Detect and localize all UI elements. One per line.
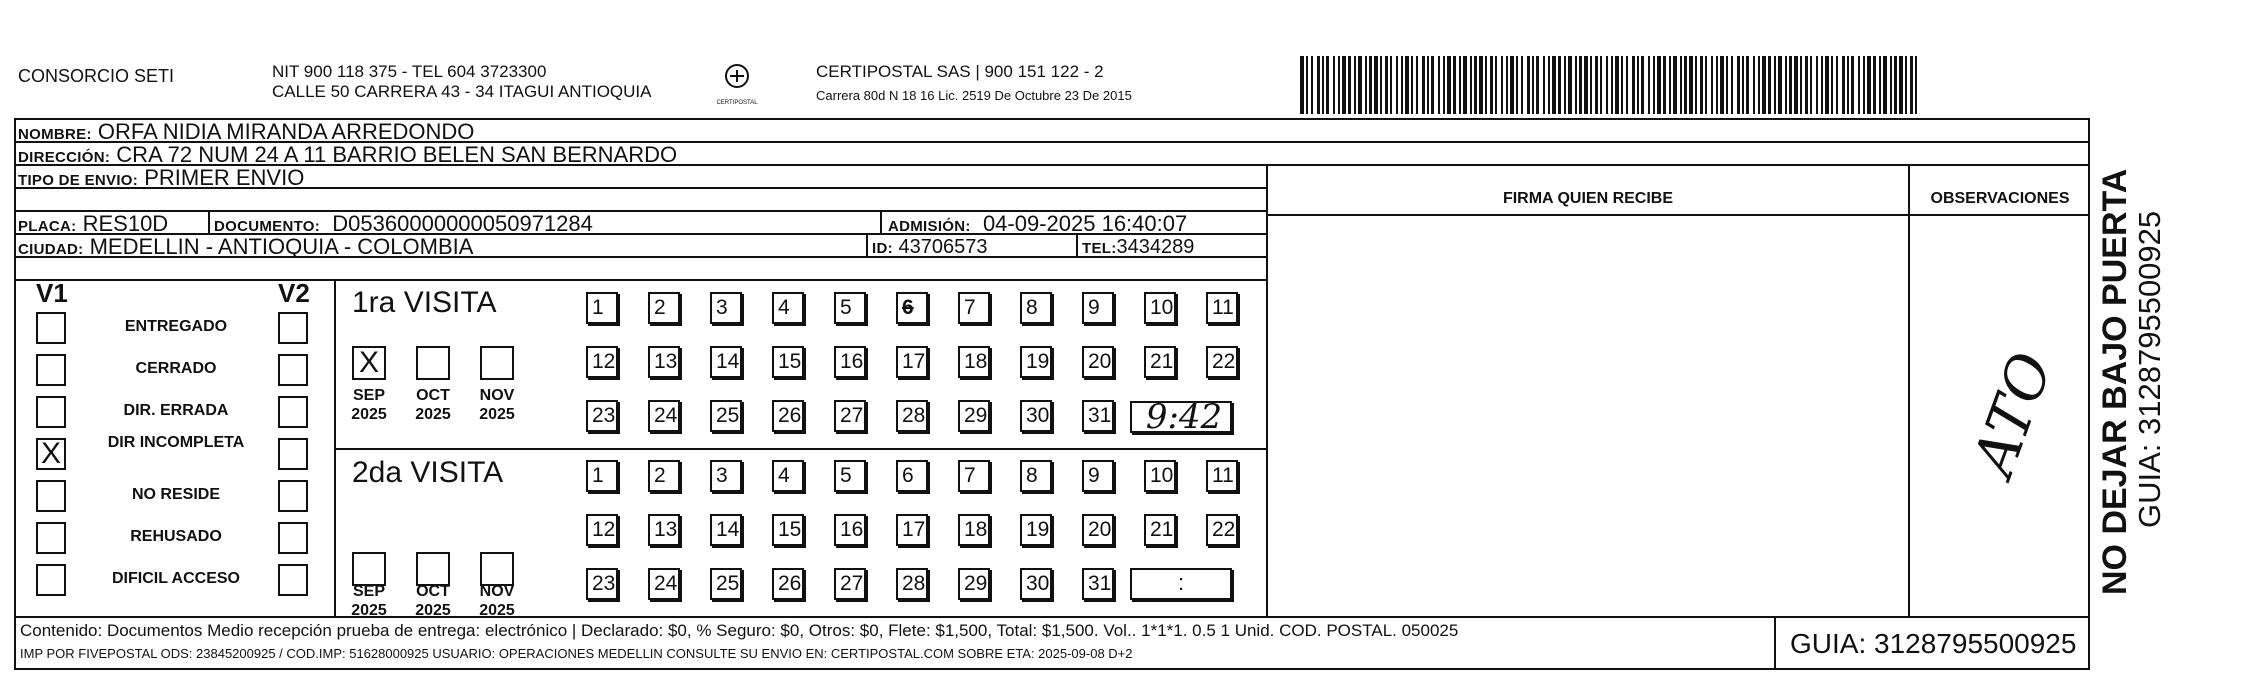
ciudad-value: MEDELLIN - ANTIOQUIA - COLOMBIA bbox=[89, 234, 474, 259]
month-label: NOV 2025 bbox=[479, 387, 515, 423]
admision-label: ADMISIÓN: bbox=[888, 218, 971, 235]
day-checkbox[interactable]: 25 bbox=[710, 400, 742, 432]
day-checkbox[interactable]: 27 bbox=[834, 400, 866, 432]
day-checkbox[interactable]: 5 bbox=[834, 292, 866, 324]
v1-checkbox[interactable] bbox=[36, 480, 66, 512]
v1-checkbox[interactable] bbox=[36, 564, 66, 596]
imp-line: IMP POR FIVEPOSTAL ODS: 23845200925 / COD.IMP: 51628000925 USUARIO: OPERACIONES MEDELLIN CONSULTE SU ENVIO EN: CERTIPOSTAL.COM SOBRE ETA: 2025-09-08 D+2 bbox=[20, 646, 1133, 661]
license-line: Carrera 80d N 18 16 Lic. 2519 De Octubre 23 De 2015 bbox=[816, 88, 1132, 103]
v2-checkbox[interactable] bbox=[278, 396, 308, 428]
day-checkbox[interactable]: 29 bbox=[958, 400, 990, 432]
month-label: NOV 2025 bbox=[479, 583, 515, 619]
month-label: SEP 2025 bbox=[351, 583, 387, 619]
day-checkbox[interactable]: 18 bbox=[958, 514, 990, 546]
day-checkbox[interactable]: 21 bbox=[1144, 346, 1176, 378]
day-checkbox[interactable]: 19 bbox=[1020, 514, 1052, 546]
day-checkbox[interactable]: 24 bbox=[648, 568, 680, 600]
v1-checkbox[interactable]: X bbox=[36, 438, 66, 470]
placa-value: RES10D bbox=[82, 211, 169, 236]
tel-label: TEL: bbox=[1082, 240, 1117, 257]
tipo-row bbox=[18, 165, 304, 194]
day-checkbox[interactable]: 4 bbox=[772, 292, 804, 324]
firma-header: FIRMA QUIEN RECIBE bbox=[1502, 190, 1674, 207]
day-checkbox[interactable]: 18 bbox=[958, 346, 990, 378]
direccion-label: DIRECCIÓN: bbox=[18, 149, 111, 166]
side-guia: GUIA: 3128795500925 bbox=[2132, 210, 2167, 528]
certipostal-logo bbox=[712, 62, 762, 106]
day-checkbox[interactable]: 20 bbox=[1082, 346, 1114, 378]
day-checkbox[interactable]: 12 bbox=[586, 514, 618, 546]
visit1-title: 1ra VISITA bbox=[352, 286, 497, 319]
nombre-label: NOMBRE: bbox=[18, 126, 92, 143]
day-checkbox[interactable]: 24 bbox=[648, 400, 680, 432]
admision-value: 04-09-2025 16:40:07 bbox=[982, 211, 1188, 236]
day-checkbox[interactable]: 28 bbox=[896, 568, 928, 600]
day-checkbox[interactable]: 6 bbox=[896, 460, 928, 492]
day-checkbox[interactable]: 9 bbox=[1082, 292, 1114, 324]
day-checkbox[interactable]: 14 bbox=[710, 346, 742, 378]
day-checkbox[interactable]: 12 bbox=[586, 346, 618, 378]
month-checkbox[interactable]: X bbox=[352, 346, 386, 380]
tel-value: 3434289 bbox=[1116, 236, 1195, 258]
month-label: SEP 2025 bbox=[351, 387, 387, 423]
status-option-label: DIFICIL ACCESO bbox=[111, 570, 240, 587]
day-checkbox[interactable]: 28 bbox=[896, 400, 928, 432]
direccion-value: CRA 72 NUM 24 A 11 BARRIO BELEN SAN BERNARDO bbox=[116, 142, 678, 167]
day-checkbox[interactable]: 16 bbox=[834, 346, 866, 378]
company-name: CONSORCIO SETI bbox=[18, 66, 175, 86]
visit2-title: 2da VISITA bbox=[352, 456, 504, 489]
day-checkbox[interactable]: 3 bbox=[710, 460, 742, 492]
day-checkbox[interactable]: 11 bbox=[1206, 292, 1238, 324]
day-checkbox[interactable]: 19 bbox=[1020, 346, 1052, 378]
guia-footer: GUIA: 3128795500925 bbox=[1790, 628, 2077, 659]
v2-checkbox[interactable] bbox=[278, 480, 308, 512]
id-value: 43706573 bbox=[898, 236, 988, 258]
v1-checkbox[interactable] bbox=[36, 396, 66, 428]
day-checkbox[interactable]: 1 bbox=[586, 292, 618, 324]
day-checkbox[interactable]: 1 bbox=[586, 460, 618, 492]
day-checkbox[interactable]: 17 bbox=[896, 346, 928, 378]
day-checkbox[interactable]: 10 bbox=[1144, 460, 1176, 492]
day-checkbox[interactable]: 10 bbox=[1144, 292, 1176, 324]
month-checkbox[interactable] bbox=[352, 552, 386, 586]
ciudad-field bbox=[18, 234, 473, 263]
v1-checkbox[interactable] bbox=[36, 354, 66, 386]
contenido-line: Contenido: Documentos Medio recepción prueba de entrega: electrónico | Declarado: $0, % Seguro: $0, Otros: $0, Flete: $1,500, Total: $1,500. Vol.. 1*1*1. 0.5 1 Unid. COD. POSTAL. 050025 bbox=[20, 621, 1459, 640]
nit-line: NIT 900 118 375 - TEL 604 3723300 bbox=[272, 62, 547, 81]
month-label: OCT 2025 bbox=[415, 583, 451, 619]
v2-checkbox[interactable] bbox=[278, 438, 308, 470]
month-checkbox[interactable] bbox=[416, 346, 450, 380]
day-checkbox[interactable]: 8 bbox=[1020, 292, 1052, 324]
day-checkbox[interactable]: 26 bbox=[772, 568, 804, 600]
day-checkbox[interactable]: 17 bbox=[896, 514, 928, 546]
day-checkbox[interactable]: 2 bbox=[648, 460, 680, 492]
day-checkbox[interactable]: 13 bbox=[648, 346, 680, 378]
v2-checkbox[interactable] bbox=[278, 354, 308, 386]
documento-value: D05360000000050971284 bbox=[332, 211, 593, 236]
v2-label: V2 bbox=[278, 278, 310, 308]
v1-label: V1 bbox=[36, 278, 68, 308]
logo-text: CERTIPOSTAL bbox=[716, 100, 758, 106]
day-checkbox[interactable]: 23 bbox=[586, 568, 618, 600]
day-checkbox[interactable]: 13 bbox=[648, 514, 680, 546]
day-checkbox[interactable]: 21 bbox=[1144, 514, 1176, 546]
day-checkbox[interactable]: 30 bbox=[1020, 568, 1052, 600]
observaciones-mark: ATO bbox=[1959, 343, 2066, 485]
month-checkbox[interactable] bbox=[480, 552, 514, 586]
v2-checkbox[interactable] bbox=[278, 312, 308, 344]
day-checkbox[interactable]: 26 bbox=[772, 400, 804, 432]
day-checkbox[interactable]: 31 bbox=[1082, 568, 1114, 600]
v1-checkbox[interactable] bbox=[36, 312, 66, 344]
day-checkbox[interactable]: 4 bbox=[772, 460, 804, 492]
nombre-value: ORFA NIDIA MIRANDA ARREDONDO bbox=[97, 119, 475, 144]
status-option-label: NO RESIDE bbox=[131, 486, 220, 503]
visit1-time: 9:42 bbox=[1145, 397, 1223, 437]
v1-checkbox[interactable] bbox=[36, 522, 66, 554]
day-checkbox[interactable]: 30 bbox=[1020, 400, 1052, 432]
status-option-label: CERRADO bbox=[135, 360, 217, 377]
day-checkbox[interactable]: 5 bbox=[834, 460, 866, 492]
status-option-label: DIR INCOMPLETA bbox=[107, 434, 245, 451]
month-label: OCT 2025 bbox=[415, 387, 451, 423]
day-checkbox[interactable]: 29 bbox=[958, 568, 990, 600]
day-checkbox[interactable]: 9 bbox=[1082, 460, 1114, 492]
status-option-label: REHUSADO bbox=[130, 528, 222, 545]
day-checkbox[interactable]: 15 bbox=[772, 514, 804, 546]
id-field bbox=[872, 234, 987, 262]
day-checkbox[interactable]: 27 bbox=[834, 568, 866, 600]
day-checkbox[interactable]: 7 bbox=[958, 292, 990, 324]
status-option-label: ENTREGADO bbox=[124, 318, 228, 335]
day-checkbox[interactable]: 7 bbox=[958, 460, 990, 492]
day-checkbox[interactable]: 20 bbox=[1082, 514, 1114, 546]
day-checkbox[interactable]: 11 bbox=[1206, 460, 1238, 492]
month-checkbox[interactable] bbox=[416, 552, 450, 586]
day-checkbox[interactable]: 3 bbox=[710, 292, 742, 324]
day-checkbox[interactable]: 31 bbox=[1082, 400, 1114, 432]
day-checkbox[interactable]: 8 bbox=[1020, 460, 1052, 492]
day-checkbox[interactable]: 15 bbox=[772, 346, 804, 378]
certipostal-line: CERTIPOSTAL SAS | 900 151 122 - 2 bbox=[816, 62, 1104, 81]
documento-label: DOCUMENTO: bbox=[214, 218, 321, 235]
ciudad-label: CIUDAD: bbox=[18, 241, 84, 258]
side-warning: NO DEJAR BAJO PUERTA bbox=[2096, 168, 2134, 595]
placa-label: PLACA: bbox=[18, 218, 77, 235]
month-checkbox[interactable] bbox=[480, 346, 514, 380]
day-checkbox[interactable]: 22 bbox=[1206, 346, 1238, 378]
day-checkbox[interactable]: 16 bbox=[834, 514, 866, 546]
tipo-label: TIPO DE ENVIO: bbox=[18, 172, 139, 189]
day-checkbox[interactable]: 2 bbox=[648, 292, 680, 324]
status-option-label: DIR. ERRADA bbox=[123, 402, 229, 419]
visit2-time: : bbox=[1177, 570, 1185, 595]
id-label: ID: bbox=[872, 240, 893, 257]
tel-field bbox=[1082, 234, 1194, 262]
tipo-value: PRIMER ENVIO bbox=[144, 165, 305, 190]
barcode bbox=[1300, 56, 1930, 114]
observaciones-header: OBSERVACIONES bbox=[1930, 190, 2070, 207]
day-checkbox[interactable]: 6 bbox=[896, 292, 928, 324]
day-checkbox[interactable]: 22 bbox=[1206, 514, 1238, 546]
day-checkbox[interactable]: 25 bbox=[710, 568, 742, 600]
company-address: CALLE 50 CARRERA 43 - 34 ITAGUI ANTIOQUIA bbox=[272, 82, 652, 101]
v2-checkbox[interactable] bbox=[278, 522, 308, 554]
v2-checkbox[interactable] bbox=[278, 564, 308, 596]
day-checkbox[interactable]: 14 bbox=[710, 514, 742, 546]
day-checkbox[interactable]: 23 bbox=[586, 400, 618, 432]
